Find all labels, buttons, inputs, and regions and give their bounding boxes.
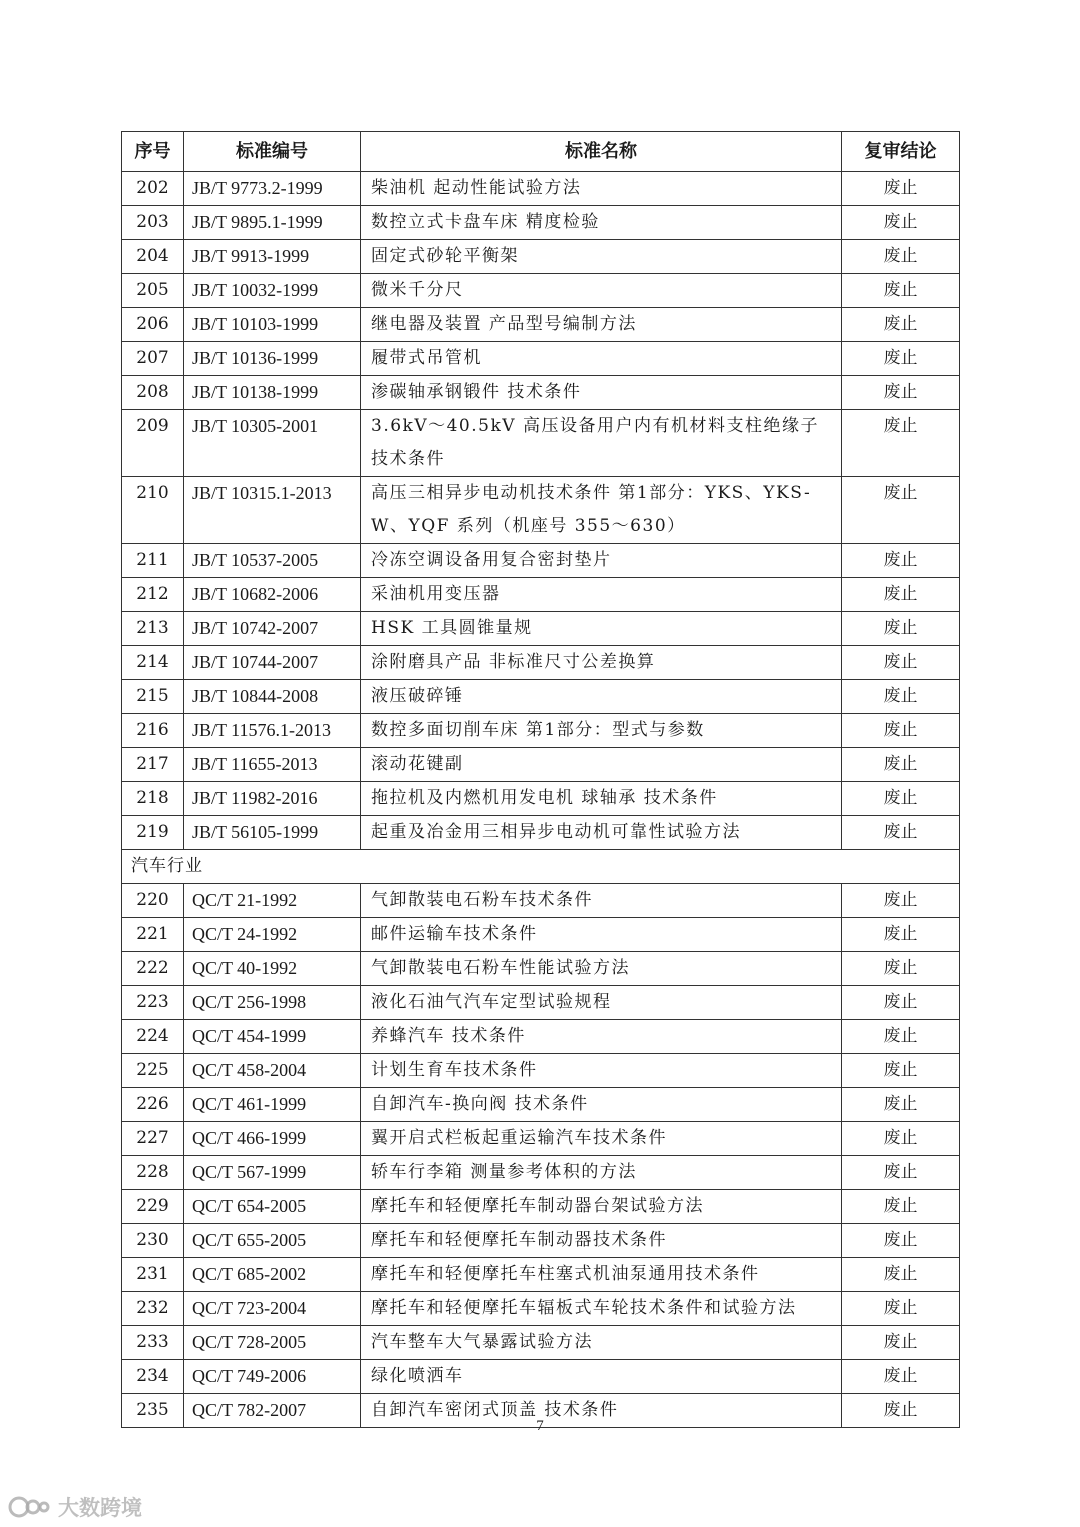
table-row <box>122 1190 960 1224</box>
cell-result: 废止 <box>842 274 960 308</box>
cell-result: 废止 <box>842 1190 960 1224</box>
cell-code: JB/T 9773.2-1999 <box>184 172 361 206</box>
table-row <box>122 952 960 986</box>
table-row <box>122 1054 960 1088</box>
cell-code: JB/T 10742-2007 <box>184 612 361 646</box>
cell-result: 废止 <box>842 1054 960 1088</box>
cell-name: 邮件运输车技术条件 <box>361 918 842 952</box>
cell-result: 废止 <box>842 1326 960 1360</box>
standards-table <box>121 131 960 1428</box>
cell-result: 废止 <box>842 1088 960 1122</box>
cell-result: 废止 <box>842 172 960 206</box>
cell-code: JB/T 10032-1999 <box>184 274 361 308</box>
cell-result: 废止 <box>842 884 960 918</box>
cell-result: 废止 <box>842 376 960 410</box>
cell-code: QC/T 454-1999 <box>184 1020 361 1054</box>
cell-seq: 212 <box>122 578 184 612</box>
cell-result: 废止 <box>842 646 960 680</box>
cell-name: 数控立式卡盘车床 精度检验 <box>361 206 842 240</box>
cell-name: 液压破碎锤 <box>361 680 842 714</box>
cell-seq: 227 <box>122 1122 184 1156</box>
table-row <box>122 612 960 646</box>
table-row <box>122 477 960 544</box>
cell-name: 气卸散装电石粉车性能试验方法 <box>361 952 842 986</box>
table-row <box>122 748 960 782</box>
cell-result: 废止 <box>842 410 960 477</box>
watermark <box>8 1492 142 1522</box>
cell-result: 废止 <box>842 680 960 714</box>
cell-result: 废止 <box>842 1156 960 1190</box>
cell-code: JB/T 10537-2005 <box>184 544 361 578</box>
table-row <box>122 1224 960 1258</box>
cell-result: 废止 <box>842 477 960 544</box>
cell-seq: 213 <box>122 612 184 646</box>
cell-code: QC/T 728-2005 <box>184 1326 361 1360</box>
table-row <box>122 376 960 410</box>
cell-result: 废止 <box>842 986 960 1020</box>
cell-seq: 219 <box>122 816 184 850</box>
cell-seq: 218 <box>122 782 184 816</box>
cell-name: HSK 工具圆锥量规 <box>361 612 842 646</box>
cell-code: JB/T 11655-2013 <box>184 748 361 782</box>
cell-seq: 225 <box>122 1054 184 1088</box>
cell-name: 微米千分尺 <box>361 274 842 308</box>
cell-result: 废止 <box>842 1258 960 1292</box>
cell-name: 滚动花键副 <box>361 748 842 782</box>
table-row <box>122 782 960 816</box>
cell-code: QC/T 655-2005 <box>184 1224 361 1258</box>
cell-seq: 235 <box>122 1394 184 1428</box>
cell-code: QC/T 24-1992 <box>184 918 361 952</box>
cell-name: 摩托车和轻便摩托车柱塞式机油泵通用技术条件 <box>361 1258 842 1292</box>
table-row <box>122 544 960 578</box>
table-row <box>122 1122 960 1156</box>
cell-name: 涂附磨具产品 非标准尺寸公差换算 <box>361 646 842 680</box>
cell-result: 废止 <box>842 748 960 782</box>
cell-code: JB/T 9895.1-1999 <box>184 206 361 240</box>
cell-seq: 216 <box>122 714 184 748</box>
cell-name: 起重及冶金用三相异步电动机可靠性试验方法 <box>361 816 842 850</box>
cell-name: 摩托车和轻便摩托车辐板式车轮技术条件和试验方法 <box>361 1292 842 1326</box>
cell-seq: 209 <box>122 410 184 477</box>
cell-seq: 205 <box>122 274 184 308</box>
cell-result: 废止 <box>842 206 960 240</box>
table-row <box>122 816 960 850</box>
cell-seq: 214 <box>122 646 184 680</box>
table-row <box>122 646 960 680</box>
cell-code: QC/T 461-1999 <box>184 1088 361 1122</box>
cell-name: 拖拉机及内燃机用发电机 球轴承 技术条件 <box>361 782 842 816</box>
cell-code: JB/T 10744-2007 <box>184 646 361 680</box>
cell-name: 养蜂汽车 技术条件 <box>361 1020 842 1054</box>
table-row <box>122 1156 960 1190</box>
cell-seq: 203 <box>122 206 184 240</box>
cell-name: 继电器及装置 产品型号编制方法 <box>361 308 842 342</box>
header-code: 标准编号 <box>184 132 361 172</box>
table-row <box>122 1360 960 1394</box>
table-row <box>122 680 960 714</box>
cell-name: 翼开启式栏板起重运输汽车技术条件 <box>361 1122 842 1156</box>
cell-seq: 207 <box>122 342 184 376</box>
table-row <box>122 1292 960 1326</box>
cell-name: 渗碳轴承钢锻件 技术条件 <box>361 376 842 410</box>
cell-seq: 215 <box>122 680 184 714</box>
cell-seq: 226 <box>122 1088 184 1122</box>
cell-code: QC/T 567-1999 <box>184 1156 361 1190</box>
logo-icon <box>8 1495 52 1519</box>
category-row <box>122 850 960 884</box>
cell-code: QC/T 749-2006 <box>184 1360 361 1394</box>
header-seq: 序号 <box>122 132 184 172</box>
cell-seq: 208 <box>122 376 184 410</box>
cell-code: JB/T 10305-2001 <box>184 410 361 477</box>
table-row <box>122 1020 960 1054</box>
cell-name: 3.6kV～40.5kV 高压设备用户内有机材料支柱绝缘子 技术条件 <box>361 410 842 477</box>
cell-code: QC/T 21-1992 <box>184 884 361 918</box>
table-row <box>122 884 960 918</box>
table-row <box>122 986 960 1020</box>
watermark-text: 大数跨境 <box>58 1496 142 1520</box>
cell-code: JB/T 10138-1999 <box>184 376 361 410</box>
cell-seq: 221 <box>122 918 184 952</box>
cell-result: 废止 <box>842 714 960 748</box>
cell-code: QC/T 782-2007 <box>184 1394 361 1428</box>
cell-seq: 224 <box>122 1020 184 1054</box>
cell-seq: 228 <box>122 1156 184 1190</box>
category-label: 汽车行业 <box>122 850 960 884</box>
cell-seq: 232 <box>122 1292 184 1326</box>
cell-name: 履带式吊管机 <box>361 342 842 376</box>
cell-name: 轿车行李箱 测量参考体积的方法 <box>361 1156 842 1190</box>
table-row <box>122 410 960 477</box>
cell-code: JB/T 9913-1999 <box>184 240 361 274</box>
cell-seq: 230 <box>122 1224 184 1258</box>
cell-code: QC/T 40-1992 <box>184 952 361 986</box>
cell-code: JB/T 10315.1-2013 <box>184 477 361 544</box>
cell-code: QC/T 723-2004 <box>184 1292 361 1326</box>
cell-name: 摩托车和轻便摩托车制动器台架试验方法 <box>361 1190 842 1224</box>
cell-result: 废止 <box>842 544 960 578</box>
cell-name: 数控多面切削车床 第1部分：型式与参数 <box>361 714 842 748</box>
table-row <box>122 274 960 308</box>
table-row <box>122 206 960 240</box>
cell-seq: 202 <box>122 172 184 206</box>
cell-name: 液化石油气汽车定型试验规程 <box>361 986 842 1020</box>
cell-name: 绿化喷洒车 <box>361 1360 842 1394</box>
cell-code: JB/T 10136-1999 <box>184 342 361 376</box>
cell-code: QC/T 256-1998 <box>184 986 361 1020</box>
cell-seq: 222 <box>122 952 184 986</box>
cell-seq: 234 <box>122 1360 184 1394</box>
cell-result: 废止 <box>842 1020 960 1054</box>
cell-code: JB/T 11576.1-2013 <box>184 714 361 748</box>
cell-result: 废止 <box>842 342 960 376</box>
table-row <box>122 714 960 748</box>
table-row <box>122 308 960 342</box>
cell-name: 柴油机 起动性能试验方法 <box>361 172 842 206</box>
cell-result: 废止 <box>842 1292 960 1326</box>
cell-result: 废止 <box>842 1394 960 1428</box>
cell-seq: 220 <box>122 884 184 918</box>
cell-seq: 233 <box>122 1326 184 1360</box>
cell-code: QC/T 466-1999 <box>184 1122 361 1156</box>
cell-result: 废止 <box>842 578 960 612</box>
cell-name: 气卸散装电石粉车技术条件 <box>361 884 842 918</box>
cell-seq: 210 <box>122 477 184 544</box>
page-number: 7 <box>536 1418 544 1434</box>
header-result: 复审结论 <box>842 132 960 172</box>
cell-name: 采油机用变压器 <box>361 578 842 612</box>
cell-code: QC/T 654-2005 <box>184 1190 361 1224</box>
cell-seq: 231 <box>122 1258 184 1292</box>
cell-result: 废止 <box>842 240 960 274</box>
cell-name: 冷冻空调设备用复合密封垫片 <box>361 544 842 578</box>
cell-name: 固定式砂轮平衡架 <box>361 240 842 274</box>
cell-seq: 223 <box>122 986 184 1020</box>
table-row <box>122 1258 960 1292</box>
cell-result: 废止 <box>842 952 960 986</box>
cell-result: 废止 <box>842 1122 960 1156</box>
cell-name: 汽车整车大气暴露试验方法 <box>361 1326 842 1360</box>
table-row <box>122 342 960 376</box>
cell-result: 废止 <box>842 308 960 342</box>
cell-code: JB/T 56105-1999 <box>184 816 361 850</box>
cell-result: 废止 <box>842 1224 960 1258</box>
cell-code: JB/T 11982-2016 <box>184 782 361 816</box>
cell-code: JB/T 10844-2008 <box>184 680 361 714</box>
table-row <box>122 1088 960 1122</box>
cell-result: 废止 <box>842 1360 960 1394</box>
cell-seq: 204 <box>122 240 184 274</box>
cell-code: QC/T 458-2004 <box>184 1054 361 1088</box>
cell-seq: 206 <box>122 308 184 342</box>
cell-result: 废止 <box>842 816 960 850</box>
cell-seq: 211 <box>122 544 184 578</box>
cell-name: 计划生育车技术条件 <box>361 1054 842 1088</box>
table-row <box>122 172 960 206</box>
cell-code: JB/T 10682-2006 <box>184 578 361 612</box>
cell-name: 自卸汽车-换向阀 技术条件 <box>361 1088 842 1122</box>
header-name: 标准名称 <box>361 132 842 172</box>
cell-result: 废止 <box>842 782 960 816</box>
table-row <box>122 240 960 274</box>
table-row <box>122 1326 960 1360</box>
cell-code: QC/T 685-2002 <box>184 1258 361 1292</box>
cell-seq: 217 <box>122 748 184 782</box>
cell-name: 自卸汽车密闭式顶盖 技术条件 <box>361 1394 842 1428</box>
cell-name: 高压三相异步电动机技术条件 第1部分：YKS、YKS-W、YQF 系列（机座号 355～630） <box>361 477 842 544</box>
cell-result: 废止 <box>842 918 960 952</box>
table-row <box>122 578 960 612</box>
cell-name: 摩托车和轻便摩托车制动器技术条件 <box>361 1224 842 1258</box>
table-header-row <box>122 132 960 172</box>
cell-code: JB/T 10103-1999 <box>184 308 361 342</box>
cell-seq: 229 <box>122 1190 184 1224</box>
cell-result: 废止 <box>842 612 960 646</box>
table-row <box>122 918 960 952</box>
